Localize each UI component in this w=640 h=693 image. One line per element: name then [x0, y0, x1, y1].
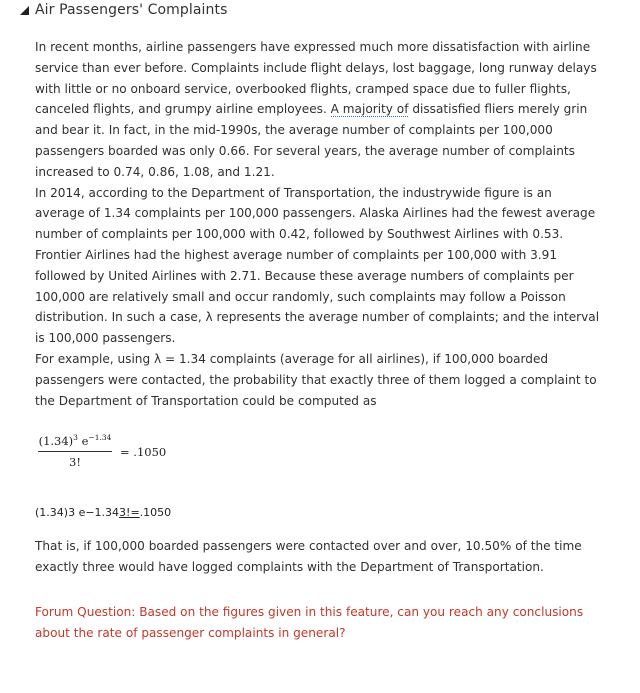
formula-fraction — [38, 433, 112, 469]
section-title: Air Passengers' Complaints — [35, 2, 228, 18]
paragraph-2014-stats: In 2014, according to the Department of Transportation, the industrywide figure is an average of 1.34 complaints per 100,000 passengers. Alaska Airlines had the fewest average number of complaints per 100,000 with 0.42, followed by Southwest Airlines with 0.53. Frontier Airlines had the highest average number of complaints per 100,000 with 3.91 followed by United Airlines with 2.71. Because these average numbers of complaints per 100,000 are relatively small and occur randomly, such complaints may follow a Poisson distribution. In such a case, λ represents the average number of complaints; and the interval is 100,000 passengers. — [35, 185, 600, 346]
collapse-triangle-icon[interactable] — [20, 6, 29, 15]
forum-question: Forum Question: Based on the figures given in this feature, can you reach any conclusions about the rate of passenger complaints in general? — [35, 604, 584, 640]
paragraph-history-end: dissatisfied fliers merely grin and bear it. In fact, in the mid-1990s, the average number of complaints per 100,000 passengers boarded was only 0.66. For several years, the average number of complaints increased to 0.74, 0.86, 1.08, and 1.21. — [35, 102, 588, 179]
formula-numerator: $(1.34)^3$ $e^{-1.34}$ — [38, 433, 112, 452]
article-body — [35, 37, 600, 643]
paragraph-interpretation: That is, if 100,000 boarded passengers were contacted over and over, 10.50% of the time exactly three would have logged complaints with the Department of Transportation. — [35, 539, 582, 574]
paragraph-history-start: In recent months, airline passengers have expressed much more dissatisfaction with airline service than ever before. Complaints include flight delays, lost baggage, long runway delays with little or no onboard service, overbooked flights, cramped space due to fuller flights, canceled flights, and grumpy airline employees. — [35, 40, 597, 117]
plain-text-formula: (1.34)3 e−1.343!=.1050 — [35, 506, 172, 520]
paragraph-history — [35, 37, 600, 183]
poisson-formula — [38, 433, 600, 475]
paragraph-example: For example, using λ = 1.34 complaints (average for all airlines), if 100,000 boarded passengers were contacted, the probability that exactly three of them logged a complaint to the Department of Transportation could be computed as — [35, 351, 597, 408]
majority-of-link[interactable]: A majority of — [330, 102, 409, 117]
section-header[interactable] — [20, 1, 227, 19]
formula-denominator: 3! — [69, 455, 81, 470]
formula-result: = .1050 — [120, 445, 167, 460]
